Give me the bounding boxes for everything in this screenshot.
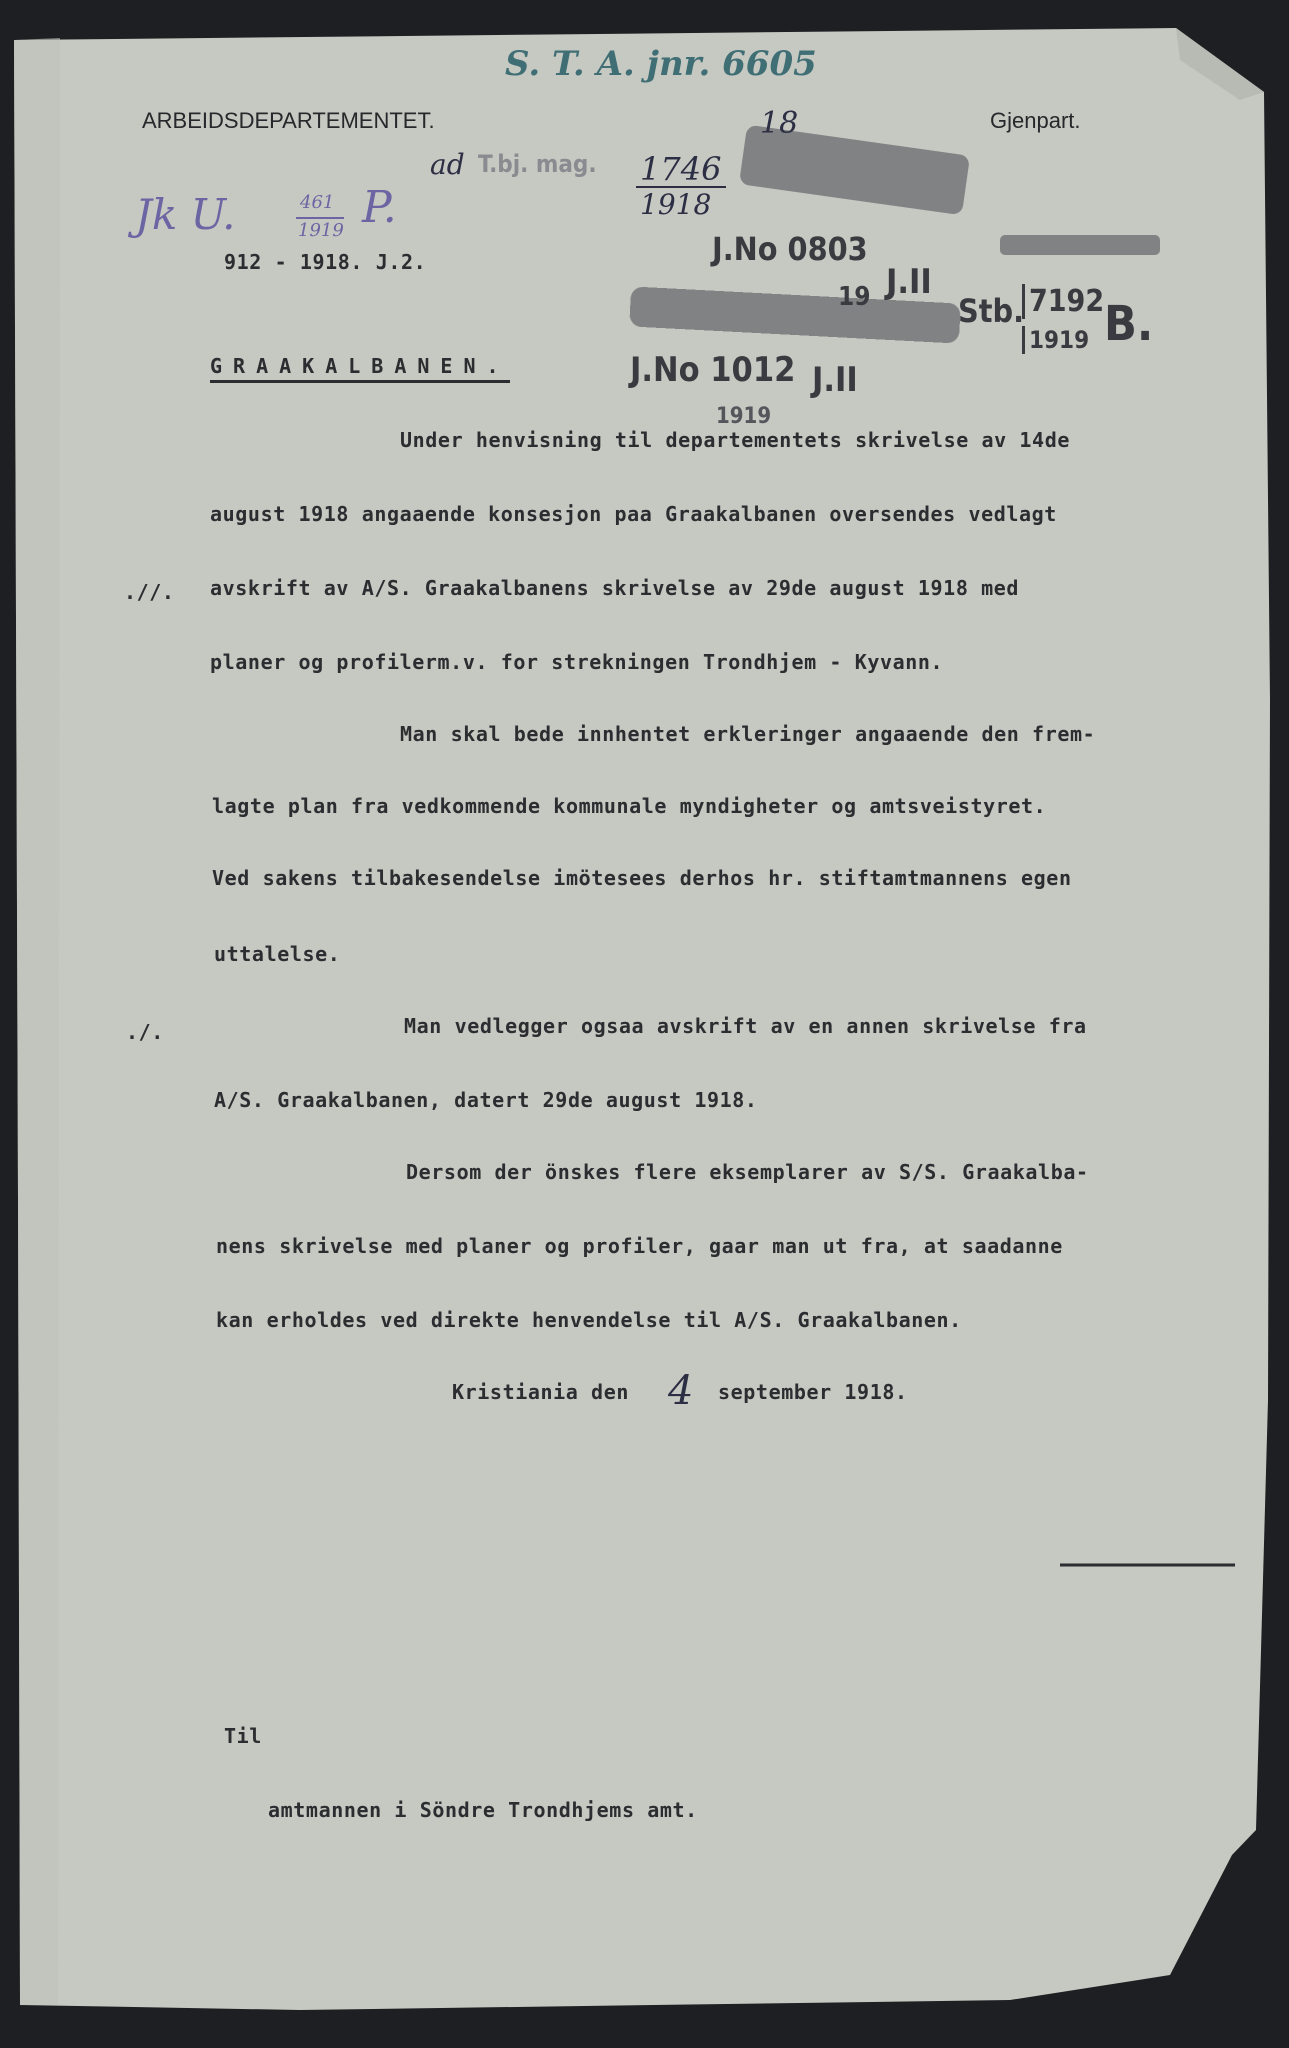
body-line: Ved sakens tilbakesendelse imötesees derhos hr. stiftamtmannens egen	[212, 866, 1072, 890]
paper-edge-shade	[14, 38, 60, 2005]
journal-stamp-1-year: 19	[838, 282, 871, 312]
violet-reference-number: 461	[300, 192, 335, 213]
body-line: avskrift av A/S. Graakalbanens skrivelse av 29de august 1918 med	[210, 576, 1020, 600]
journal-stamp-1-division: J.II	[886, 262, 932, 302]
stb-stamp-number: 7192	[1022, 284, 1104, 319]
body-line: Under henvisning til departementets skrivelse av 14de	[400, 428, 1070, 452]
body-line: uttalelse.	[214, 942, 341, 966]
addressee-to: Til	[224, 1724, 262, 1748]
stb-stamp-letter: B.	[1104, 296, 1154, 352]
body-line: nens skrivelse med planer og profiler, gaar man ut fra, at saadanne	[216, 1234, 1063, 1258]
body-line: Man vedlegger ogsaa avskrift av en annen skrivelse fra	[404, 1014, 1087, 1038]
journal-stamp-2-division: J.II	[812, 360, 858, 400]
stb-stamp-year: 1919	[1022, 326, 1089, 354]
tbj-stamp: T.bj. mag.	[478, 150, 597, 178]
stb-stamp: Stb.	[958, 292, 1025, 330]
journal-stamp-1: J.No 0803	[712, 230, 868, 268]
body-line: august 1918 angaaende konsesjon paa Graakalbanen oversendes vedlagt	[210, 502, 1057, 526]
journal-year: 1918	[640, 188, 712, 221]
body-line: Dersom der önskes flere eksemplarer av S/S. Graakalba-	[406, 1160, 1089, 1184]
violet-reference-year: 1919	[298, 220, 344, 241]
date-line-prefix: Kristiania den	[452, 1380, 629, 1404]
margin-mark-enclosure-1: .//.	[124, 580, 175, 604]
subject-heading: GRAAKALBANEN.	[210, 354, 510, 383]
body-line: planer og profilerm.v. for strekningen Trondhjem - Kyvann.	[210, 650, 944, 674]
date-line-suffix: september 1918.	[718, 1380, 908, 1404]
addressee-name: amtmannen i Söndre Trondhjems amt.	[268, 1798, 698, 1822]
journal-stamp-2-year: 1919	[716, 404, 772, 429]
handwritten-ad: ad	[430, 148, 465, 181]
violet-reference-letter: P.	[362, 182, 397, 233]
body-line: A/S. Graakalbanen, datert 29de august 1918.	[214, 1088, 758, 1112]
body-line: lagte plan fra vedkommende kommunale myndigheter og amtsveistyret.	[212, 794, 1047, 818]
handwritten-top-number: 18	[760, 106, 799, 141]
violet-fraction-bar	[296, 217, 344, 219]
date-day: 4	[668, 1368, 694, 1414]
body-line: Man skal bede innhentet erkleringer angaaende den frem-	[400, 722, 1096, 746]
department-name: ARBEIDSDEPARTEMENTET.	[142, 108, 435, 133]
archive-reference: S. T. A. jnr. 6605	[505, 44, 817, 84]
journal-stamp-2: J.No 1012	[630, 350, 796, 390]
body-line: kan erholdes ved direkte henvendelse til A/S. Graakalbanen.	[216, 1308, 962, 1332]
case-reference: 912 - 1918. J.2.	[224, 250, 427, 274]
journal-number: 1746	[640, 150, 722, 188]
margin-mark-enclosure-2: ./.	[126, 1020, 164, 1044]
copy-label: Gjenpart.	[990, 108, 1081, 133]
violet-reference-initials: Jk U.	[135, 190, 236, 239]
